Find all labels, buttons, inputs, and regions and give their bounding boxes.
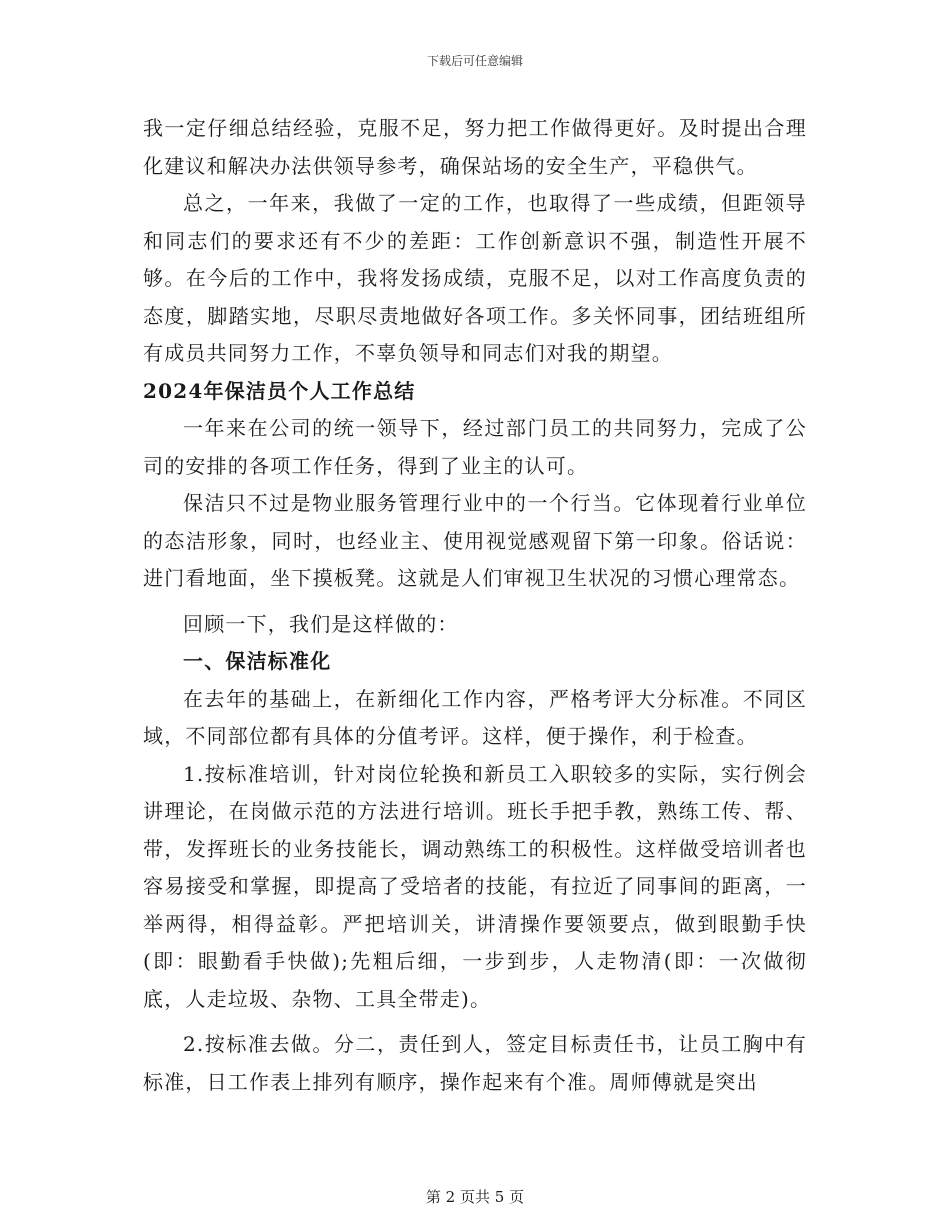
paragraph-review: 回顾一下，我们是这样做的： <box>183 611 459 636</box>
section-heading-standardization: 一、保洁标准化 <box>183 649 332 673</box>
paragraph-execution: 2.按标准去做。分二，责任到人，签定目标责任书，让员工胸中有标准，日工作表上排列有顺序，操作起来有个准。周师傅就是突出 <box>143 1032 807 1094</box>
paragraph-cleaning-role: 保洁只不过是物业服务管理行业中的一个行当。它体现着行业单位的态洁形象，同时，也经业主、使用视觉感观留下第一印象。俗话说：进门看地面，坐下摸板凳。这就是人们审视卫生状况的习惯心理常态。 <box>143 491 807 590</box>
paragraph-continuation: 我一定仔细总结经验，克服不足，努力把工作做得更好。及时提出合理化建议和解决办法供领导参考，确保站场的安全生产，平稳供气。 <box>143 116 807 178</box>
page-header-note: 下载后可任意编辑 <box>426 54 523 68</box>
paragraph-intro: 一年来在公司的统一领导下，经过部门员工的共同努力，完成了公司的安排的各项工作任务，得到了业主的认可。 <box>143 416 807 478</box>
document-title: 2024年保洁员个人工作总结 <box>143 378 416 403</box>
document-body <box>143 110 807 1101</box>
page-number-footer: 第 2 页共 5 页 <box>425 1188 525 1206</box>
paragraph-summary: 总之，一年来，我做了一定的工作，也取得了一些成绩，但距领导和同志们的要求还有不少的差距：工作创新意识不强，制造性开展不够。在今后的工作中，我将发扬成绩，克服不足，以对工作高度负责的态度，脚踏实地，尽职尽责地做好各项工作。多关怀同事，团结班组所有成员共同努力工作，不辜负领导和同志们对我的期望。 <box>143 191 807 365</box>
paragraph-standards: 在去年的基础上，在新细化工作内容，严格考评大分标准。不同区域，不同部位都有具体的分值考评。这样，便于操作，利于检查。 <box>143 686 807 748</box>
paragraph-training: 1.按标准培训，针对岗位轮换和新员工入职较多的实际，实行例会讲理论，在岗做示范的方法进行培训。班长手把手教，熟练工传、帮、带，发挥班长的业务技能长，调动熟练工的积极性。这样做受培训者也容易接受和掌握，即提高了受培者的技能，有拉近了同事间的距离，一举两得，相得益彰。严把培训关，讲清操作要领要点，做到眼勤手快(即：眼勤看手快做);先粗后细，一步到步，人走物清(即：一次做彻底，人走垃圾、杂物、工具全带走)。 <box>143 761 807 1011</box>
